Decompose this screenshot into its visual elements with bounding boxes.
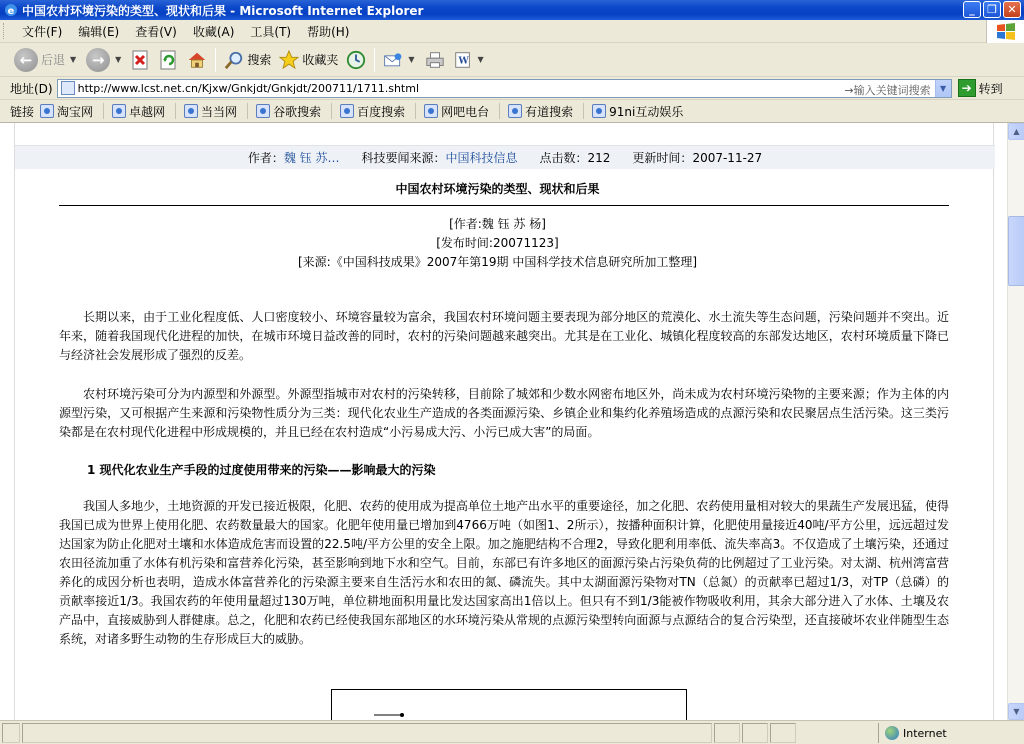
link-label: 淘宝网 xyxy=(57,104,94,119)
search-icon xyxy=(224,50,244,70)
link-item[interactable] xyxy=(508,103,573,120)
status-page-icon xyxy=(2,723,20,743)
mail-button[interactable] xyxy=(379,46,420,74)
links-bar xyxy=(0,100,1024,123)
link-item[interactable] xyxy=(340,103,405,120)
menu-grip xyxy=(3,23,6,39)
mail-dropdown-icon[interactable]: ▼ xyxy=(408,55,415,64)
scroll-up-icon[interactable]: ▲ xyxy=(1008,123,1024,140)
go-button[interactable] xyxy=(958,79,1003,97)
favorites-label: 收藏夹 xyxy=(302,53,339,67)
ie-app-icon xyxy=(4,3,18,17)
back-button[interactable] xyxy=(10,46,82,74)
history-icon xyxy=(346,50,366,70)
forward-button[interactable] xyxy=(82,46,127,74)
search-label: 搜索 xyxy=(247,53,272,67)
meta-updated xyxy=(632,149,762,166)
close-icon[interactable]: ✕ xyxy=(1003,1,1021,18)
home-icon xyxy=(187,50,207,70)
refresh-button[interactable] xyxy=(155,46,183,74)
link-separator xyxy=(247,103,248,119)
link-item[interactable] xyxy=(424,103,489,120)
menu-edit[interactable]: 编辑(E) xyxy=(78,24,120,39)
figure-legend-mark xyxy=(374,712,424,718)
address-dropdown-icon[interactable]: ▼ xyxy=(935,80,951,97)
status-cell xyxy=(770,723,796,743)
section-heading-1: 1 现代化农业生产手段的过度使用带来的污染——影响最大的污染 xyxy=(87,463,436,477)
toolbar xyxy=(0,43,1024,77)
link-item[interactable] xyxy=(40,103,93,120)
author-link[interactable]: 魏 钰 苏… xyxy=(283,151,340,165)
link-separator xyxy=(103,103,104,119)
zone-label: Internet xyxy=(903,726,947,740)
svg-text:W: W xyxy=(457,55,469,67)
figure-1 xyxy=(331,689,687,720)
meta-author xyxy=(248,149,340,166)
link-item[interactable] xyxy=(592,103,683,120)
toolbar-separator xyxy=(215,48,216,72)
link-label: 当当网 xyxy=(201,104,238,119)
scroll-thumb[interactable] xyxy=(1008,216,1024,286)
forward-dropdown-icon[interactable]: ▼ xyxy=(115,55,122,64)
link-separator xyxy=(331,103,332,119)
link-label: 谷歌搜索 xyxy=(273,104,322,119)
page-content xyxy=(0,123,1007,720)
menu-tools[interactable]: 工具(T) xyxy=(250,24,292,39)
page-icon xyxy=(61,81,75,95)
edit-dropdown-icon[interactable]: ▼ xyxy=(477,55,484,64)
updated-label: 更新时间： xyxy=(632,151,693,165)
edit-button[interactable] xyxy=(449,46,490,74)
status-cell xyxy=(742,723,768,743)
toolbar-separator xyxy=(374,48,375,72)
article-page xyxy=(14,123,994,720)
status-bar xyxy=(0,720,1024,744)
paragraph-1: 长期以来，由于工业化程度低、人口密度较小、环境容量较为富余，我国农村环境问题主要表现为部分地区的荒漠化、水土流失等生态问题，污染问题并不突出。近年来，随着我国现代化进程的加快，在城市环境日益改善的同时，农村的污染问题越来越突出。尤其是在工业化、城镇化程度较高的东部发达地区，农村环境质量下降已与经济社会发展形成了强烈的反差。 xyxy=(59,310,949,362)
title-divider xyxy=(59,205,949,206)
author-line: [作者:魏 钰 苏 杨] xyxy=(449,217,546,231)
menu-bar xyxy=(0,20,1024,43)
menu-view[interactable]: 查看(V) xyxy=(135,24,177,39)
link-item[interactable] xyxy=(184,103,237,120)
meta-clicks xyxy=(540,149,611,166)
star-icon xyxy=(279,50,299,70)
article-title: 中国农村环境污染的类型、现状和后果 xyxy=(395,182,600,196)
window-controls xyxy=(963,1,1021,18)
go-label: 转到 xyxy=(978,81,1003,96)
link-page-icon xyxy=(508,104,522,118)
meta-source xyxy=(361,149,517,166)
date-line: [发布时间:20071123] xyxy=(436,236,559,250)
forward-arrow-icon: → xyxy=(86,48,110,72)
back-dropdown-icon[interactable]: ▼ xyxy=(70,55,77,64)
word-edit-icon xyxy=(453,50,473,70)
links-label: 链接 xyxy=(10,104,35,119)
globe-icon xyxy=(885,726,899,740)
link-page-icon xyxy=(112,104,126,118)
source-line: [来源:《中国科技成果》2007年第19期 中国科学技术信息研究所加工整理] xyxy=(297,255,698,269)
link-page-icon xyxy=(424,104,438,118)
link-separator xyxy=(415,103,416,119)
windows-logo-icon xyxy=(986,20,1024,43)
address-input[interactable] xyxy=(57,79,952,98)
search-button[interactable] xyxy=(220,46,275,74)
mail-icon xyxy=(383,50,403,70)
link-separator xyxy=(499,103,500,119)
minimize-icon[interactable]: _ xyxy=(963,1,981,18)
favorites-button[interactable] xyxy=(275,46,342,74)
status-text xyxy=(22,723,712,743)
clicks-label: 点击数： xyxy=(539,151,588,165)
stop-icon xyxy=(131,50,151,70)
menu-favorites[interactable]: 收藏(A) xyxy=(192,24,235,39)
home-button[interactable] xyxy=(183,46,211,74)
back-arrow-icon: ← xyxy=(14,48,38,72)
clicks-value: 212 xyxy=(587,151,611,165)
go-arrow-icon: ➔ xyxy=(958,79,976,97)
refresh-icon xyxy=(159,50,179,70)
status-cell xyxy=(714,723,740,743)
link-label: 百度搜索 xyxy=(357,104,406,119)
stop-button[interactable] xyxy=(127,46,155,74)
source-link[interactable]: 中国科技信息 xyxy=(445,151,518,165)
link-page-icon xyxy=(340,104,354,118)
link-page-icon xyxy=(592,104,606,118)
link-separator xyxy=(175,103,176,119)
article-meta xyxy=(15,145,995,169)
window-title: 中国农村环境污染的类型、现状和后果 - Microsoft Internet Explorer xyxy=(22,3,424,18)
link-label: 91ni互动娱乐 xyxy=(609,104,684,119)
back-label: 后退 xyxy=(41,53,66,67)
vertical-scrollbar[interactable] xyxy=(1007,123,1024,720)
link-page-icon xyxy=(184,104,198,118)
author-label: 作者： xyxy=(247,151,284,165)
link-label: 有道搜索 xyxy=(525,104,574,119)
link-page-icon xyxy=(256,104,270,118)
menu-help[interactable]: 帮助(H) xyxy=(307,24,350,39)
link-item[interactable] xyxy=(112,103,165,120)
address-url[interactable]: http://www.lcst.net.cn/Kjxw/Gnkjdt/Gnkjdt/200711/1711.shtml xyxy=(77,81,420,95)
keyword-search-hint[interactable]: →输入关键词搜索 xyxy=(844,83,931,97)
printer-icon xyxy=(425,50,445,70)
paragraph-2: 农村环境污染可分为内源型和外源型。外源型指城市对农村的污染转移，目前除了城郊和少数水网密布地区外，尚未成为农村环境污染物的主要来源；作为主体的内源型污染，又可根据产生来源和污染物性质分为三类：现代化农业生产造成的各类面源污染、乡镇企业和集约化养殖场造成的点源污染和农民聚居点生活污染。这三类污染都是在农村现代化进程中形成规模的，并且已经在农村造成“小污易成大污、小污已成大害”的局面。 xyxy=(59,387,949,439)
link-label: 网吧电台 xyxy=(441,104,490,119)
menu-file[interactable]: 文件(F) xyxy=(22,24,63,39)
restore-icon[interactable]: ❐ xyxy=(983,1,1001,18)
history-button[interactable] xyxy=(342,46,370,74)
paragraph-3: 我国人多地少，土地资源的开发已接近极限，化肥、农药的使用成为提高单位土地产出水平的重要途径，加之化肥、农药使用量相对较大的果蔬生产发展迅猛，使得我国已成为世界上使用化肥、农药数量最大的国家。化肥年使用量已增加到4766万吨（如图1、2所示），按播种面积计算，化肥使用量接近40吨/平方公里，远远超过发达国家为防止化肥对土壤和水体造成危害而设置的22.5吨/平方公里的安全上限。加之施肥结构不合理2，导致化肥利用率低、流失率高3。不仅造成了土壤污染，还通过农田径流加重了水体有机污染和富营养化污染，甚至影响到地下水和空气。目前，东部已有许多地区的面源污染占污染负荷的比例超过了工业污染。对太湖、杭州湾富营养化的成因分析也表明，造成水体富营养化的污染源主要来自生活污水和农田的氮、磷流失。其中太湖面源污染物对TN（总氮）的贡献率已超过1/3，对TP（总磷）的贡献率接近1/3。我国农药的年使用量超过130万吨，单位耕地面积用量比发达国家高出1倍以上。但只有不到1/3能被作物吸收利用，其余大部分进入了水体、土壤及农产品中，直接威胁到人群健康。总之，化肥和农药已经使我国东部地区的水环境污染从常规的点源污染型转向面源与点源结合的复合污染型，还直接破坏农业伴随型生态系统，对诸多野生动物的生存形成巨大的威胁。 xyxy=(59,499,949,646)
address-label: 地址(D) xyxy=(10,81,53,96)
updated-value: 2007-11-27 xyxy=(692,151,763,165)
source-label: 科技要闻来源： xyxy=(361,151,446,165)
title-bar xyxy=(0,0,1024,20)
svg-text:e: e xyxy=(7,6,15,17)
scroll-down-icon[interactable]: ▼ xyxy=(1008,703,1024,720)
address-bar xyxy=(0,77,1024,100)
link-separator xyxy=(583,103,584,119)
link-label: 卓越网 xyxy=(129,104,166,119)
security-zone xyxy=(878,723,1018,743)
link-item[interactable] xyxy=(256,103,321,120)
link-page-icon xyxy=(40,104,54,118)
print-button[interactable] xyxy=(421,46,449,74)
